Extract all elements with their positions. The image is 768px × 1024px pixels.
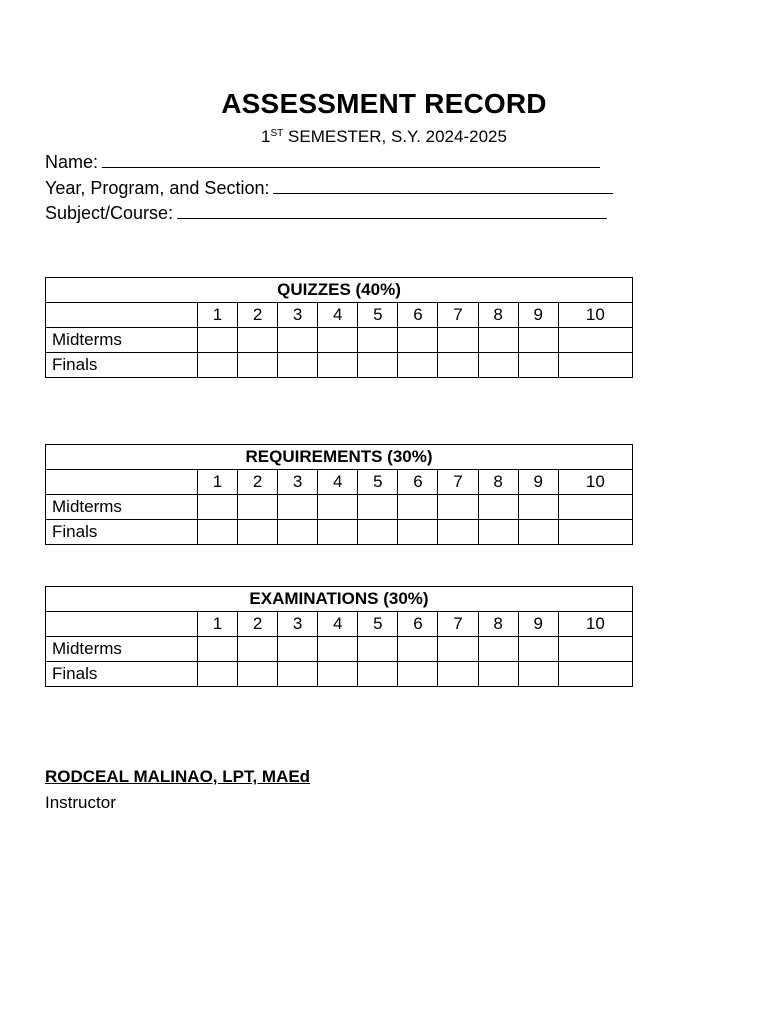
column-header: 5: [358, 612, 398, 637]
score-cell[interactable]: [398, 637, 438, 662]
table-row: [46, 520, 633, 545]
subject-label: Subject/Course:: [45, 203, 174, 223]
score-cell[interactable]: [438, 328, 478, 353]
column-header: 3: [278, 470, 318, 495]
score-cell[interactable]: [398, 328, 438, 353]
column-header: 10: [558, 303, 632, 328]
score-cell[interactable]: [238, 662, 278, 687]
score-cell[interactable]: [197, 328, 237, 353]
score-cell[interactable]: [478, 520, 518, 545]
column-header: 5: [358, 470, 398, 495]
score-cell[interactable]: [197, 662, 237, 687]
score-cell[interactable]: [358, 662, 398, 687]
name-blank-line[interactable]: [102, 151, 600, 168]
score-cell[interactable]: [478, 495, 518, 520]
quizzes-table: [45, 277, 633, 378]
name-field: [45, 151, 600, 173]
score-cell[interactable]: [518, 495, 558, 520]
table-row: [46, 637, 633, 662]
score-cell[interactable]: [318, 328, 358, 353]
document-title: ASSESSMENT RECORD: [221, 88, 547, 119]
score-cell[interactable]: [558, 662, 632, 687]
column-header: 5: [358, 303, 398, 328]
section-blank-line[interactable]: [273, 177, 613, 194]
score-cell[interactable]: [438, 353, 478, 378]
score-cell[interactable]: [318, 520, 358, 545]
column-header: 9: [518, 612, 558, 637]
table-row: [46, 495, 633, 520]
score-cell[interactable]: [358, 495, 398, 520]
score-cell[interactable]: [278, 662, 318, 687]
score-cell[interactable]: [478, 328, 518, 353]
score-cell[interactable]: [318, 662, 358, 687]
column-header: 9: [518, 303, 558, 328]
score-cell[interactable]: [358, 637, 398, 662]
score-cell[interactable]: [318, 637, 358, 662]
score-cell[interactable]: [558, 353, 632, 378]
column-header: 1: [197, 470, 237, 495]
score-cell[interactable]: [197, 495, 237, 520]
score-cell[interactable]: [278, 353, 318, 378]
table-header-row: [46, 470, 633, 495]
column-header: 8: [478, 470, 518, 495]
score-cell[interactable]: [318, 495, 358, 520]
column-header: 3: [278, 612, 318, 637]
score-cell[interactable]: [238, 520, 278, 545]
column-header: 7: [438, 470, 478, 495]
column-header: 4: [318, 612, 358, 637]
score-cell[interactable]: [278, 495, 318, 520]
semester-suffix: ST: [270, 128, 284, 139]
score-cell[interactable]: [438, 520, 478, 545]
score-cell[interactable]: [398, 662, 438, 687]
quizzes-title: QUIZZES (40%): [46, 278, 633, 303]
table-row: [46, 662, 633, 687]
table-header-row: [46, 303, 633, 328]
row-label: Midterms: [46, 495, 198, 520]
column-header: 4: [318, 470, 358, 495]
score-cell[interactable]: [518, 637, 558, 662]
score-cell[interactable]: [558, 495, 632, 520]
score-cell[interactable]: [197, 637, 237, 662]
requirements-title: REQUIREMENTS (30%): [46, 445, 633, 470]
name-label: Name:: [45, 152, 99, 172]
row-label: Finals: [46, 662, 198, 687]
score-cell[interactable]: [558, 637, 632, 662]
row-label: Finals: [46, 520, 198, 545]
table-header-row: [46, 612, 633, 637]
column-header: 3: [278, 303, 318, 328]
score-cell[interactable]: [438, 637, 478, 662]
column-header: 4: [318, 303, 358, 328]
score-cell[interactable]: [518, 520, 558, 545]
table-row: [46, 353, 633, 378]
table-title-row: [46, 445, 633, 470]
semester-line: [0, 127, 768, 147]
section-field: [45, 177, 613, 199]
column-header: 7: [438, 612, 478, 637]
score-cell[interactable]: [398, 353, 438, 378]
header-blank-cell: [46, 612, 198, 637]
score-cell[interactable]: [438, 495, 478, 520]
table-title-row: [46, 278, 633, 303]
column-header: 6: [398, 303, 438, 328]
score-cell[interactable]: [398, 520, 438, 545]
column-header: 10: [558, 470, 632, 495]
score-cell[interactable]: [518, 353, 558, 378]
subject-blank-line[interactable]: [177, 202, 607, 219]
requirements-table: [45, 444, 633, 545]
semester-text: SEMESTER, S.Y. 2024-2025: [283, 127, 507, 146]
instructor-role: Instructor: [45, 793, 116, 812]
score-cell[interactable]: [398, 495, 438, 520]
section-label: Year, Program, and Section:: [45, 178, 270, 198]
column-header: 9: [518, 470, 558, 495]
column-header: 6: [398, 470, 438, 495]
column-header: 6: [398, 612, 438, 637]
score-cell[interactable]: [278, 520, 318, 545]
score-cell[interactable]: [478, 637, 518, 662]
score-cell[interactable]: [358, 328, 398, 353]
column-header: 2: [238, 303, 278, 328]
column-header: 2: [238, 470, 278, 495]
row-label: Midterms: [46, 637, 198, 662]
score-cell[interactable]: [358, 353, 398, 378]
score-cell[interactable]: [558, 328, 632, 353]
score-cell[interactable]: [318, 353, 358, 378]
column-header: 7: [438, 303, 478, 328]
column-header: 8: [478, 612, 518, 637]
score-cell[interactable]: [278, 637, 318, 662]
semester-ordinal: 1: [261, 127, 271, 146]
column-header: 8: [478, 303, 518, 328]
score-cell[interactable]: [197, 520, 237, 545]
column-header: 2: [238, 612, 278, 637]
score-cell[interactable]: [438, 662, 478, 687]
score-cell[interactable]: [238, 495, 278, 520]
score-cell[interactable]: [238, 353, 278, 378]
score-cell[interactable]: [238, 328, 278, 353]
score-cell[interactable]: [518, 328, 558, 353]
score-cell[interactable]: [478, 353, 518, 378]
header-blank-cell: [46, 470, 198, 495]
score-cell[interactable]: [238, 637, 278, 662]
score-cell[interactable]: [197, 353, 237, 378]
header-blank-cell: [46, 303, 198, 328]
row-label: Midterms: [46, 328, 198, 353]
score-cell[interactable]: [558, 520, 632, 545]
score-cell[interactable]: [518, 662, 558, 687]
instructor-name: RODCEAL MALINAO, LPT, MAEd: [45, 767, 311, 786]
column-header: 1: [197, 303, 237, 328]
table-title-row: [46, 587, 633, 612]
examinations-table: [45, 586, 633, 687]
column-header: 1: [197, 612, 237, 637]
column-header: 10: [558, 612, 632, 637]
score-cell[interactable]: [278, 328, 318, 353]
row-label: Finals: [46, 353, 198, 378]
score-cell[interactable]: [478, 662, 518, 687]
table-row: [46, 328, 633, 353]
subject-field: [45, 202, 607, 224]
examinations-title: EXAMINATIONS (30%): [46, 587, 633, 612]
score-cell[interactable]: [358, 520, 398, 545]
